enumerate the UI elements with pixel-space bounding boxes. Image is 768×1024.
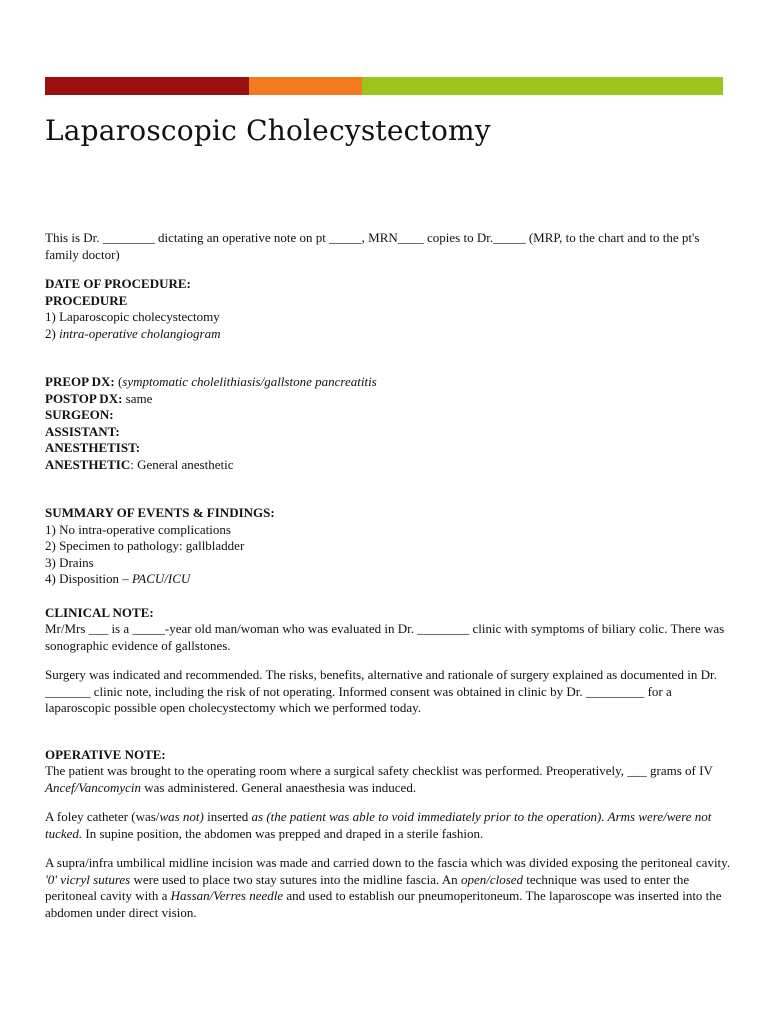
op-p2-text-a: A foley catheter (was/ — [45, 809, 160, 824]
operative-note-label: OPERATIVE NOTE: — [45, 746, 166, 762]
anesthetic-line — [45, 457, 735, 474]
header-stripe-orange — [249, 77, 362, 95]
operative-note-paragraph-3 — [45, 855, 735, 921]
procedure-item-2-number: 2) — [45, 325, 60, 341]
op-p2-text-b: inserted — [203, 809, 252, 824]
clinical-note-label: CLINICAL NOTE: — [45, 604, 154, 620]
summary-item-3: 3) Drains — [45, 554, 94, 570]
op-p2-italic-2: as (the patient was able to void immediately prior to the operation). Arms were/were not tucked. — [45, 809, 712, 841]
op-p3-text-a: A supra/infra umbilical midline incision was made and carried down to the fascia which was divided exposing the peritoneal cavity. — [45, 855, 731, 870]
op-p3-italic-1: '0' vicryl sutures — [45, 871, 131, 887]
summary-item-4-disposition: PACU/ICU — [132, 571, 191, 586]
preop-dx-value: symptomatic cholelithiasis/gallstone pancreatitis — [122, 374, 377, 389]
surgeon-label: SURGEON: — [45, 407, 114, 422]
op-p3-text-c: technique was used to enter the peritoneal cavity with a — [45, 871, 690, 903]
header-stripe-green — [362, 77, 723, 95]
procedure-item-1: 1) Laparoscopic cholecystectomy — [45, 309, 220, 324]
op-p3-italic-3: Hassan/Verres needle — [170, 888, 284, 903]
op-p1-text-a: The patient was brought to the operating room where a surgical safety checklist was performed. Preoperatively, ___ grams of IV — [45, 763, 713, 778]
postop-dx-value: same — [122, 390, 153, 406]
anesthetic-label: ANESTHETIC — [45, 456, 131, 472]
header-stripe-red — [45, 77, 249, 95]
procedure-label: PROCEDURE — [45, 292, 128, 308]
op-p3-text-b: were used to place two stay sutures into the midline fascia. An — [130, 871, 461, 887]
anesthetic-value: : General anesthetic — [130, 456, 234, 472]
anesthetist-label: ANESTHETIST: — [45, 440, 141, 455]
postop-dx-label: POSTOP DX: — [45, 390, 123, 406]
operative-note-paragraph-2 — [45, 809, 735, 842]
preop-dx-label: PREOP DX: — [45, 374, 115, 389]
summary-label: SUMMARY OF EVENTS & FINDINGS: — [45, 505, 275, 520]
summary-item-1: 1) No intra-operative complications — [45, 521, 231, 537]
summary-item-4-text: 4) Disposition – — [45, 571, 133, 586]
op-p1-text-b: was administered. General anaesthesia was induced. — [141, 779, 417, 795]
op-p2-text-c: In supine position, the abdomen was prepped and draped in a sterile fashion. — [82, 825, 484, 841]
procedure-item-2-text: intra-operative cholangiogram — [59, 325, 221, 341]
op-p3-italic-2: open/closed — [460, 871, 524, 887]
preop-dx-paren: ( — [114, 374, 123, 389]
document-body — [45, 230, 735, 921]
preop-dx-line — [45, 374, 735, 391]
intro-paragraph: This is Dr. ________ dictating an operative note on pt _____, MRN____ copies to Dr._____ (MRP, to the chart and to the pt's family doctor) — [45, 230, 700, 262]
summary-item-2: 2) Specimen to pathology: gallbladder — [45, 538, 245, 553]
op-p2-italic-1: was not) — [159, 809, 204, 824]
summary-item-4 — [45, 571, 735, 588]
assistant-label: ASSISTANT: — [45, 423, 120, 439]
op-p1-antibiotic: Ancef/Vancomycin — [45, 779, 142, 795]
op-p3-text-d: and used to establish our pneumoperitoneum. The laparoscope was inserted into the abdomen under direct vision. — [45, 888, 722, 920]
procedure-item-2 — [45, 326, 735, 343]
operative-note-paragraph-1 — [45, 763, 735, 796]
postop-dx-line — [45, 391, 735, 408]
page-title: Laparoscopic Cholecystectomy — [45, 114, 491, 147]
date-of-procedure-label: DATE OF PROCEDURE: — [45, 276, 191, 291]
clinical-note-paragraph-1: Mr/Mrs ___ is a _____-year old man/woman who was evaluated in Dr. ________ clinic with symptoms of biliary colic. There was sonographic evidence of gallstones. — [45, 621, 725, 653]
clinical-note-paragraph-2: Surgery was indicated and recommended. The risks, benefits, alternative and rationale of surgery explained as documented in Dr. _______ clinic note, including the risk of not operating. Informed consent was obtained in clinic by Dr. _________ for a laparoscopic possible open cholecystectomy which we performed today. — [45, 667, 717, 715]
